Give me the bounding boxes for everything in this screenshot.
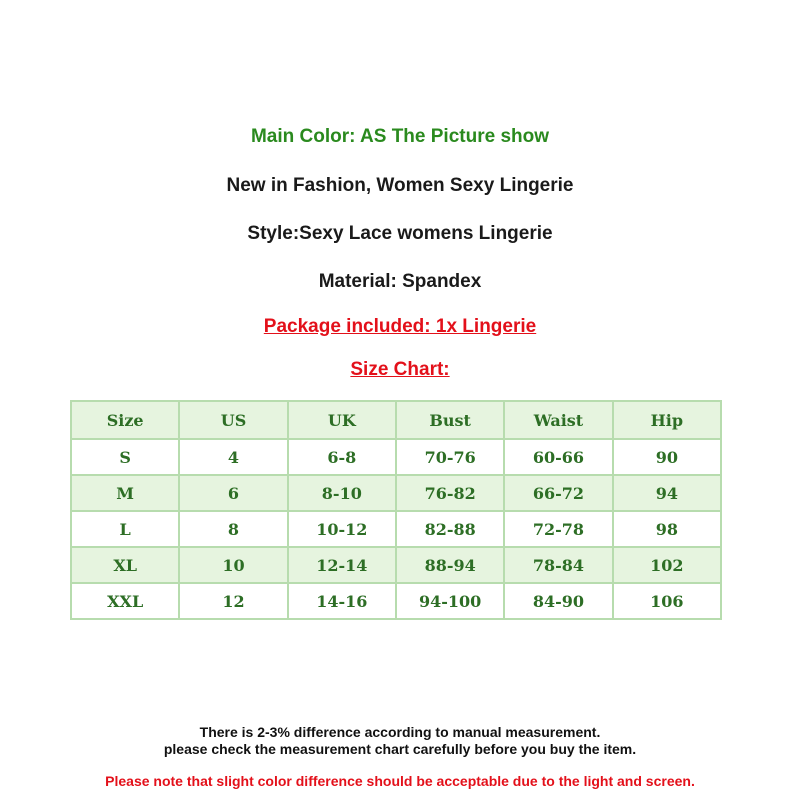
fashion-line: New in Fashion, Women Sexy Lingerie (226, 175, 574, 196)
table-cell: 72-78 (504, 511, 612, 547)
table-cell: S (71, 439, 179, 475)
column-header-waist: Waist (504, 401, 612, 439)
table-header-row (71, 401, 721, 439)
table-cell: 94-100 (396, 583, 504, 619)
table-row (71, 475, 721, 511)
check-chart-note: please check the measurement chart carefully before you buy the item. (163, 741, 637, 757)
material-line: Material: Spandex (318, 271, 482, 292)
table-cell: 60-66 (504, 439, 612, 475)
table-cell: 90 (613, 439, 721, 475)
size-chart-title: Size Chart: (350, 359, 450, 380)
table-cell: 12 (179, 583, 287, 619)
table-cell: 4 (179, 439, 287, 475)
table-cell: XL (71, 547, 179, 583)
table-cell: M (71, 475, 179, 511)
table-cell: 88-94 (396, 547, 504, 583)
table-cell: 14-16 (288, 583, 396, 619)
table-cell: 102 (613, 547, 721, 583)
column-header-uk: UK (288, 401, 396, 439)
measurement-note: There is 2-3% difference according to manual measurement. (199, 724, 601, 740)
style-line: Style:Sexy Lace womens Lingerie (247, 223, 553, 244)
size-chart-table (70, 400, 722, 620)
table-cell: 78-84 (504, 547, 612, 583)
table-row (71, 583, 721, 619)
table-cell: 70-76 (396, 439, 504, 475)
table-cell: 6-8 (288, 439, 396, 475)
table-cell: 106 (613, 583, 721, 619)
column-header-hip: Hip (613, 401, 721, 439)
package-line: Package included: 1x Lingerie (263, 316, 537, 337)
table-cell: 10-12 (288, 511, 396, 547)
column-header-us: US (179, 401, 287, 439)
table-cell: 8-10 (288, 475, 396, 511)
table-cell: 6 (179, 475, 287, 511)
table-cell: 66-72 (504, 475, 612, 511)
table-cell: 8 (179, 511, 287, 547)
table-cell: 84-90 (504, 583, 612, 619)
table-row (71, 511, 721, 547)
color-difference-note: Please note that slight color difference should be acceptable due to the light and screen. (105, 773, 695, 789)
table-row (71, 547, 721, 583)
table-cell: 12-14 (288, 547, 396, 583)
table-cell: L (71, 511, 179, 547)
table-cell: 10 (179, 547, 287, 583)
table-cell: XXL (71, 583, 179, 619)
table-row (71, 439, 721, 475)
table-cell: 98 (613, 511, 721, 547)
table-cell: 94 (613, 475, 721, 511)
table-cell: 82-88 (396, 511, 504, 547)
column-header-bust: Bust (396, 401, 504, 439)
column-header-size: Size (71, 401, 179, 439)
table-cell: 76-82 (396, 475, 504, 511)
main-color-line: Main Color: AS The Picture show (250, 126, 550, 147)
